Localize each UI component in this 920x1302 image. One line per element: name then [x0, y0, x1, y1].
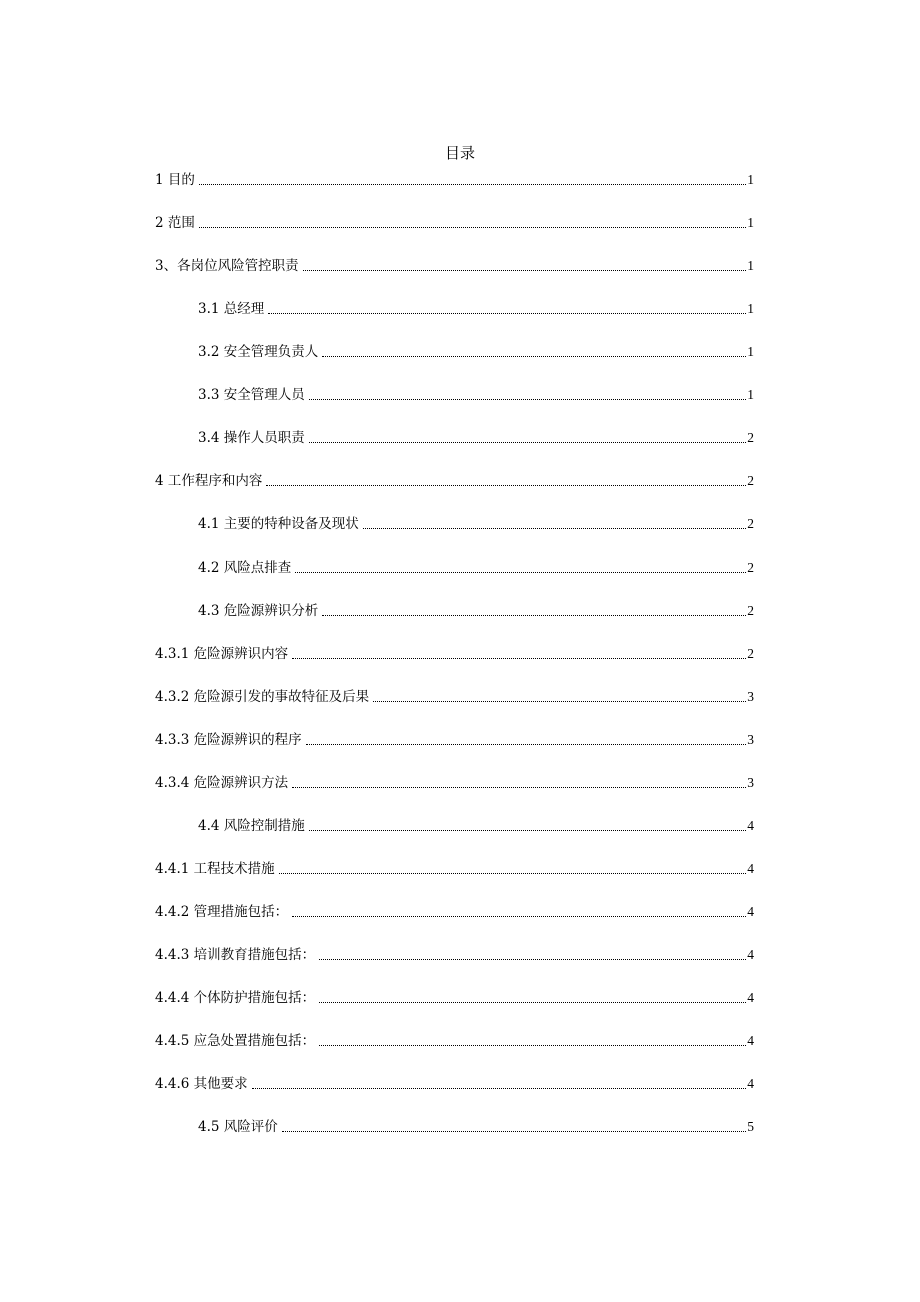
toc-dot-leader: [266, 484, 746, 486]
toc-entry[interactable]: [198, 514, 754, 534]
toc-entry-label: 4.4.6 其他要求: [155, 1076, 248, 1092]
toc-entry[interactable]: [155, 859, 754, 879]
toc-entry[interactable]: [155, 988, 754, 1008]
toc-dot-leader: [252, 1087, 747, 1089]
toc-entry-label: 4.4.2 管理措施包括：: [155, 904, 289, 920]
toc-page-number: 2: [747, 560, 754, 575]
toc-entry[interactable]: [155, 256, 754, 276]
toc-entry[interactable]: [198, 816, 754, 836]
toc-dot-leader: [306, 743, 747, 745]
toc-entry-label: 4.3.2 危险源引发的事故特征及后果: [155, 689, 370, 705]
toc-entry-label: 3.1 总经理: [198, 301, 265, 317]
toc-page-number: 2: [747, 430, 754, 445]
toc-entry-label: 3、各岗位风险管控职责: [155, 258, 299, 274]
toc-dot-leader: [319, 1044, 746, 1046]
toc-entry-label: 4.3.1 危险源辨识内容: [155, 646, 289, 662]
toc-page-number: 1: [747, 344, 754, 359]
toc-dot-leader: [319, 958, 746, 960]
toc-dot-leader: [292, 657, 746, 659]
toc-entry[interactable]: [155, 1074, 754, 1094]
toc-dot-leader: [303, 269, 747, 271]
toc-entry-label: 4.2 风险点排查: [198, 560, 292, 576]
toc-entry[interactable]: [198, 1117, 754, 1137]
toc-dot-leader: [268, 312, 746, 314]
toc-entry-label: 3.3 安全管理人员: [198, 387, 305, 403]
toc-dot-leader: [373, 700, 746, 702]
toc-page-number: 4: [747, 818, 754, 833]
toc-entry[interactable]: [198, 428, 754, 448]
toc-entry-label: 4.4.5 应急处置措施包括：: [155, 1033, 316, 1049]
toc-entry[interactable]: [155, 945, 754, 965]
toc-entry-label: 4.4.1 工程技术措施: [155, 861, 275, 877]
toc-entry[interactable]: [155, 644, 754, 664]
toc-entry-label: 3.4 操作人员职责: [198, 430, 305, 446]
toc-entry-label: 4 工作程序和内容: [155, 473, 263, 489]
toc-entry-label: 4.4 风险控制措施: [198, 818, 305, 834]
toc-dot-leader: [309, 829, 746, 831]
toc-entry[interactable]: [155, 213, 754, 233]
toc-dot-leader: [279, 872, 747, 874]
toc-entry[interactable]: [155, 471, 754, 491]
toc-dot-leader: [322, 614, 746, 616]
toc-entry[interactable]: [155, 687, 754, 707]
toc-dot-leader: [282, 1130, 746, 1132]
toc-dot-leader: [199, 226, 746, 228]
toc-page-number: 3: [747, 775, 754, 790]
toc-entry-label: 4.3.4 危险源辨识方法: [155, 775, 289, 791]
toc-dot-leader: [309, 441, 746, 443]
toc-entry[interactable]: [198, 385, 754, 405]
toc-title: 目录: [444, 144, 475, 162]
toc-dot-leader: [199, 183, 746, 185]
toc-entry[interactable]: [155, 170, 754, 190]
toc-entry-label: 3.2 安全管理负责人: [198, 344, 319, 360]
toc-page-number: 3: [747, 689, 754, 704]
toc-entry[interactable]: [155, 1031, 754, 1051]
toc-entry-label: 4.4.4 个体防护措施包括：: [155, 990, 316, 1006]
toc-dot-leader: [292, 915, 746, 917]
toc-entry-label: 1 目的: [155, 172, 195, 188]
toc-entry-label: 4.4.3 培训教育措施包括：: [155, 947, 316, 963]
toc-page-number: 4: [747, 1033, 754, 1048]
toc-page-number: 2: [747, 646, 754, 661]
toc-page-number: 5: [747, 1119, 754, 1134]
toc-dot-leader: [322, 355, 746, 357]
toc-entry[interactable]: [155, 773, 754, 793]
toc-page-number: 4: [747, 904, 754, 919]
toc-page-number: 2: [747, 603, 754, 618]
toc-entry[interactable]: [198, 601, 754, 621]
toc-dot-leader: [309, 398, 746, 400]
toc-entry[interactable]: [155, 902, 754, 922]
toc-page-number: 1: [747, 215, 754, 230]
toc-page-number: 2: [747, 516, 754, 531]
toc-page-number: 4: [747, 1076, 754, 1091]
toc-entry-label: 2 范围: [155, 215, 195, 231]
toc-page-number: 1: [747, 172, 754, 187]
toc-entry-label: 4.5 风险评价: [198, 1119, 278, 1135]
toc-page-number: 4: [747, 861, 754, 876]
toc-page-number: 4: [747, 947, 754, 962]
toc-dot-leader: [295, 571, 746, 573]
toc-dot-leader: [363, 527, 746, 529]
toc-entry[interactable]: [155, 730, 754, 750]
toc-entry[interactable]: [198, 558, 754, 578]
toc-dot-leader: [292, 786, 746, 788]
toc-page-number: 4: [747, 990, 754, 1005]
toc-page-number: 1: [747, 387, 754, 402]
toc-page-number: 2: [747, 473, 754, 488]
toc-entry-label: 4.1 主要的特种设备及现状: [198, 516, 359, 532]
toc-entry[interactable]: [198, 342, 754, 362]
toc-entry-label: 4.3.3 危险源辨识的程序: [155, 732, 302, 748]
toc-dot-leader: [319, 1001, 746, 1003]
toc-entry-label: 4.3 危险源辨识分析: [198, 603, 319, 619]
toc-page-number: 1: [747, 258, 754, 273]
toc-page-number: 1: [747, 301, 754, 316]
toc-page-number: 3: [747, 732, 754, 747]
toc-entry[interactable]: [198, 299, 754, 319]
